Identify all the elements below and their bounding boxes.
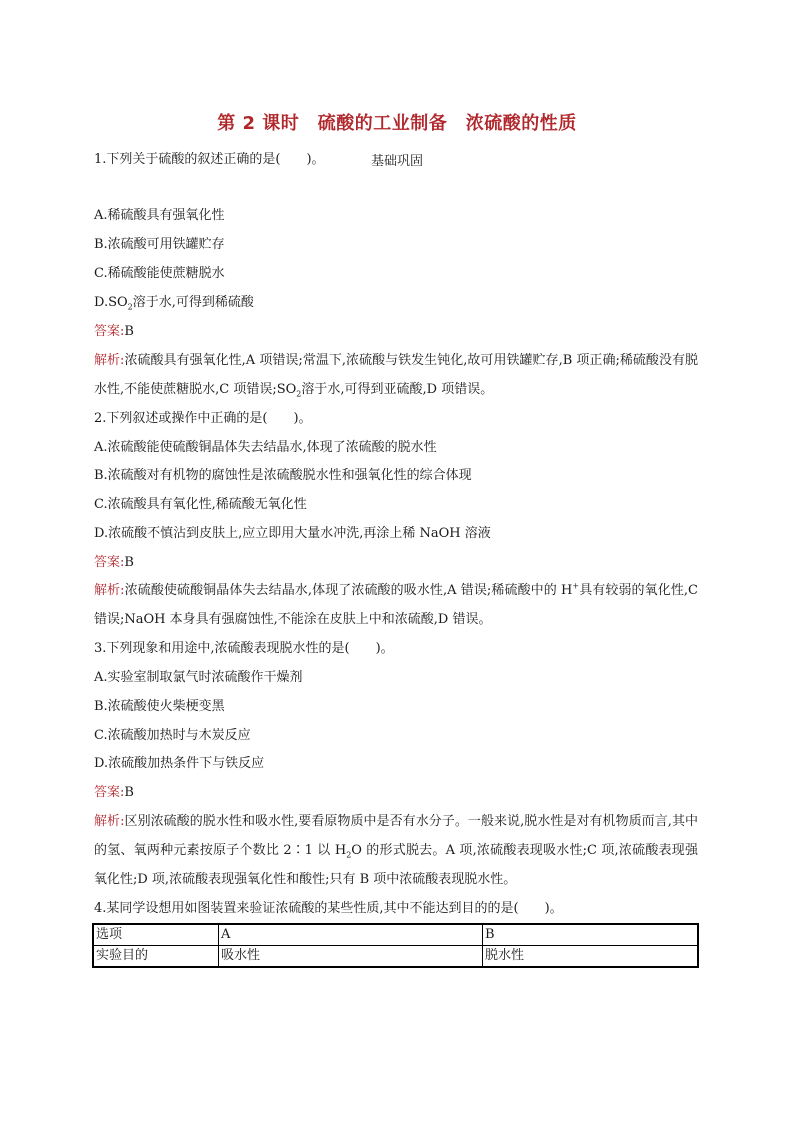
q2-analysis: 解析:浓硫酸使硫酸铜晶体失去结晶水,体现了浓硫酸的吸水性,A 错误;稀硫酸中的 H+具有较弱的氧化性,C 错误;NaOH 本身具有强腐蚀性,不能涂在皮肤上中和浓硫酸,D 错误。	[94, 581, 698, 627]
answer-label: 答案:	[94, 785, 125, 800]
table-row	[93, 946, 698, 968]
table-cell: B	[483, 924, 699, 946]
q1-analysis: 解析:浓硫酸具有强氧化性,A 项错误;常温下,浓硫酸与铁发生钝化,故可用铁罐贮存,B 项正确;稀硫酸没有脱水性,不能使蔗糖脱水,C 项错误$;SO_2$溶于水,可得到亚硫酸,D 项错误。	[94, 353, 698, 399]
table-cell: 脱水性	[483, 946, 699, 968]
q3-analysis: 解析:区别浓硫酸的脱水性和吸水性,要看原物质中是否有水分子。一般来说,脱水性是对有机物质而言,其中的氢、氧两种元素按原子个数比 2∶1 以 $H_2O$ 的形式脱去。A 项,浓硫酸表现吸水性;C 项,浓硫酸表现强氧化性;D 项,浓硫酸表现强氧化性和酸性;只有 B 项中浓硫酸表现脱水性。	[94, 814, 698, 887]
q2-option-d: D.浓硫酸不慎沾到皮肤上,应立即用大量水冲洗,再涂上稀 NaOH 溶液	[94, 526, 491, 541]
analysis-label: 解析:	[94, 814, 125, 829]
q3-option-b: B.浓硫酸使火柴梗变黑	[94, 699, 225, 714]
q3-option-c: C.浓硫酸加热时与木炭反应	[94, 728, 251, 743]
answer-label: 答案:	[94, 324, 125, 339]
q1-stem: 1.下列关于硫酸的叙述正确的是( )。	[94, 152, 325, 167]
q1-option-d: $D.SO_2$溶于水,可得到稀硫酸	[94, 295, 254, 312]
answer-label: 答案:	[94, 555, 125, 570]
q2-answer: 答案:B	[94, 555, 134, 570]
q3-stem: 3.下列现象和用途中,浓硫酸表现脱水性的是( )。	[94, 641, 394, 656]
q3-answer: 答案:B	[94, 785, 134, 800]
q1-option-b: B.浓硫酸可用铁罐贮存	[94, 237, 225, 252]
table-cell: 实验目的	[93, 946, 219, 968]
q1-answer: 答案:B	[94, 324, 134, 339]
q2-option-a: A.浓硫酸能使硫酸铜晶体失去结晶水,体现了浓硫酸的脱水性	[94, 440, 437, 455]
q4-options-table	[92, 923, 699, 968]
q1-option-a: A.稀硫酸具有强氧化性	[94, 208, 225, 223]
table-cell: 选项	[93, 924, 219, 946]
table-header-row	[93, 924, 698, 946]
q2-option-b: B.浓硫酸对有机物的腐蚀性是浓硫酸脱水性和强氧化性的综合体现	[94, 468, 472, 483]
q4-stem: 4.某同学设想用如图装置来验证浓硫酸的某些性质,其中不能达到目的的是( )。	[94, 901, 563, 916]
q2-option-c: C.浓硫酸具有氧化性,稀硫酸无氧化性	[94, 497, 307, 512]
analysis-label: 解析:	[94, 353, 125, 368]
q3-option-d: D.浓硫酸加热条件下与铁反应	[94, 756, 265, 771]
analysis-label: 解析:	[94, 583, 125, 598]
table-cell: A	[219, 924, 483, 946]
q2-stem: 2.下列叙述或操作中正确的是( )。	[94, 411, 312, 426]
page-title: 第 2 课时 硫酸的工业制备 浓硫酸的性质	[217, 113, 577, 134]
table-cell: 吸水性	[219, 946, 483, 968]
q1-option-c: C.稀硫酸能使蔗糖脱水	[94, 266, 225, 281]
section-title: 基础巩固	[370, 154, 423, 169]
q3-option-a: A.实验室制取氯气时浓硫酸作干燥剂	[94, 670, 303, 685]
